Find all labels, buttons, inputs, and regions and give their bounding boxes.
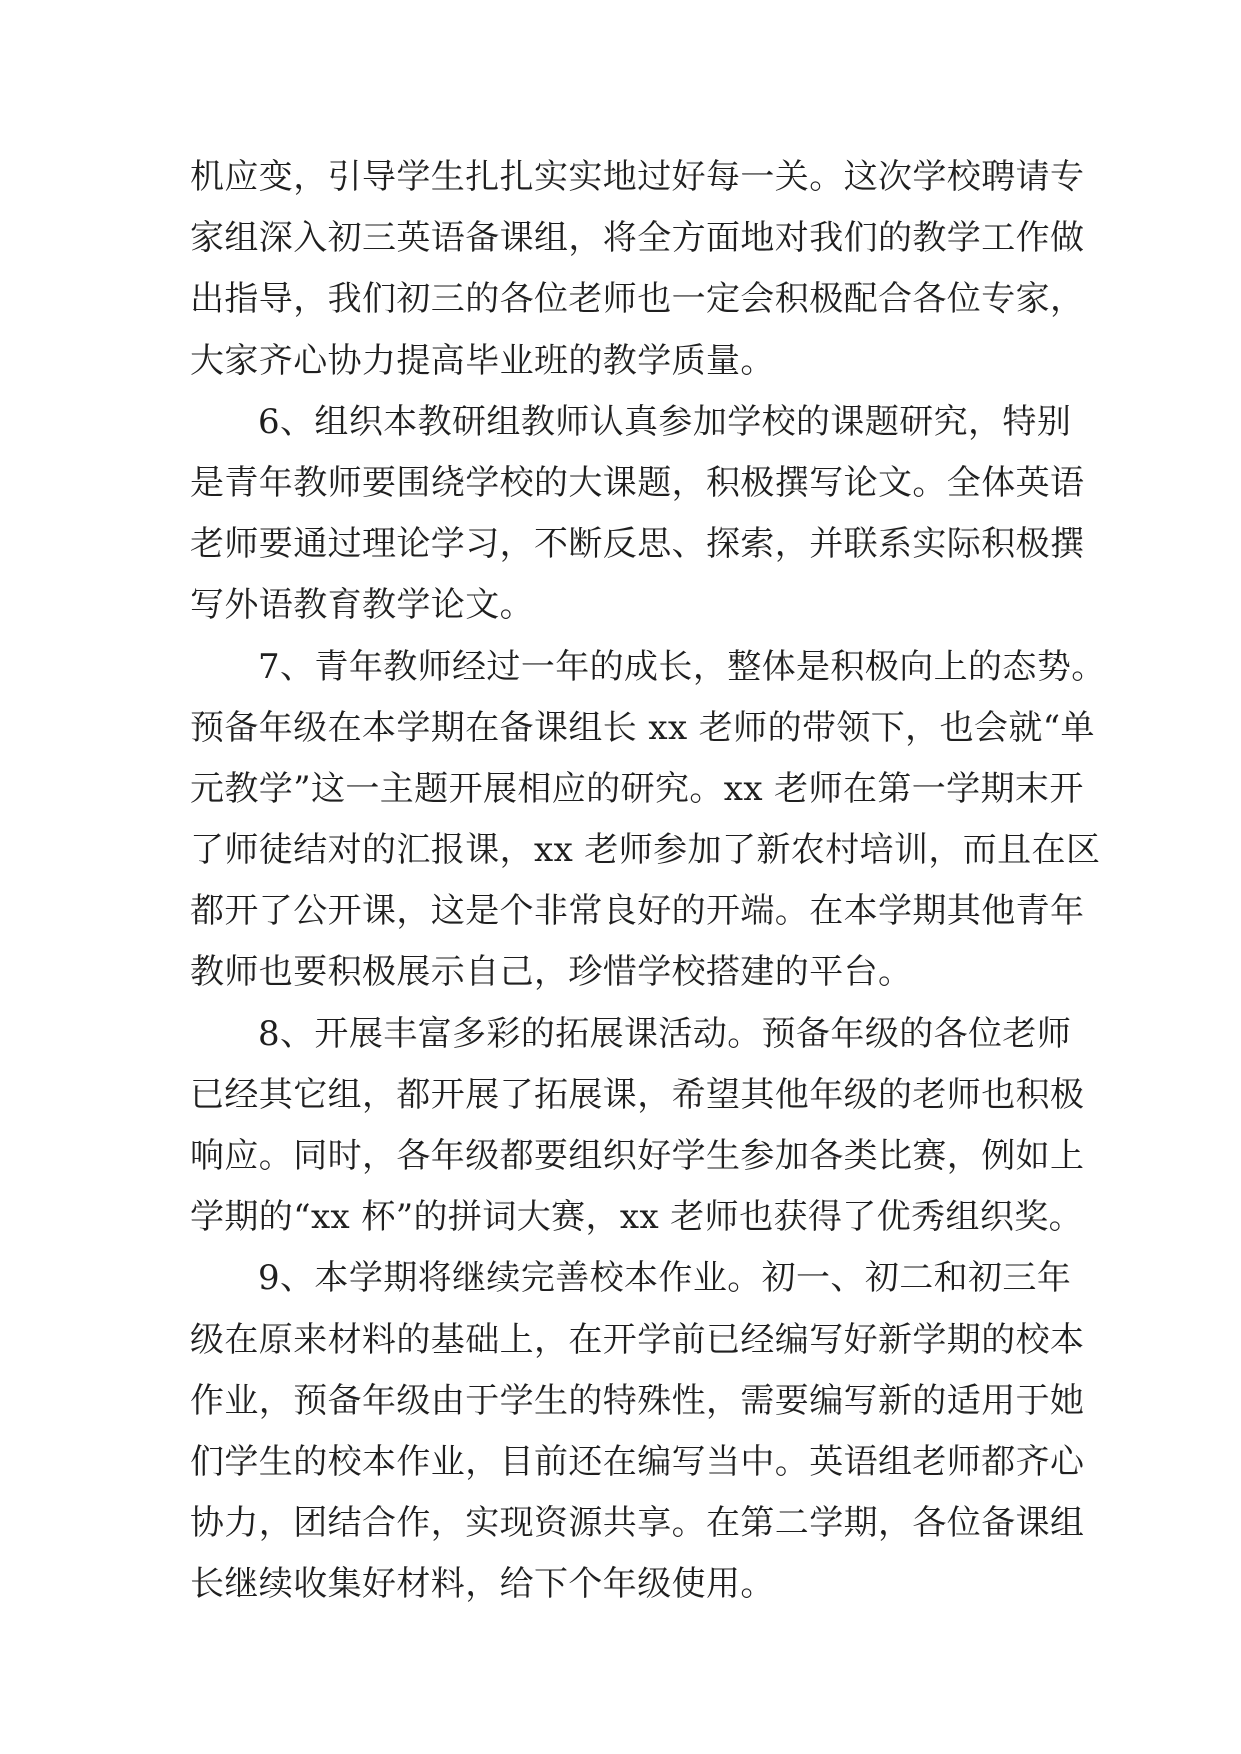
text-line: 大家齐心协力提高毕业班的教学质量。 [190, 340, 775, 381]
text-line: 了师徒结对的汇报课，xx 老师参加了新农村培训，而且在区 [190, 830, 1101, 871]
text-line: 老师要通过理论学习，不断反思、探索，并联系实际积极撰 [190, 524, 1085, 565]
text-line: 元教学”这一主题开展相应的研究。xx 老师在第一学期末开 [190, 768, 1084, 809]
text-line: 8、开展丰富多彩的拓展课活动。预备年级的各位老师 [258, 1013, 1072, 1054]
text-line: 已经其它组，都开展了拓展课，希望其他年级的老师也积极 [190, 1074, 1085, 1115]
text-line: 是青年教师要围绕学校的大课题，积极撰写论文。全体英语 [190, 462, 1085, 503]
text-line: 们学生的校本作业，目前还在编写当中。英语组老师都齐心 [190, 1441, 1085, 1482]
text-line: 写外语教育教学论文。 [190, 585, 534, 626]
text-line: 作业，预备年级由于学生的特殊性，需要编写新的适用于她 [190, 1380, 1085, 1421]
text-line: 预备年级在本学期在备课组长 xx 老师的带领下，也会就“单 [190, 707, 1095, 748]
text-line: 协力，团结合作，实现资源共享。在第二学期，各位备课组 [190, 1503, 1085, 1544]
text-line: 级在原来材料的基础上，在开学前已经编写好新学期的校本 [190, 1319, 1085, 1360]
text-line: 家组深入初三英语备课组，将全方面地对我们的教学工作做 [190, 218, 1085, 259]
text-line: 都开了公开课，这是个非常良好的开端。在本学期其他青年 [190, 891, 1085, 932]
text-line: 长继续收集好材料，给下个年级使用。 [190, 1564, 775, 1605]
text-line: 学期的“xx 杯”的拼词大赛，xx 老师也获得了优秀组织奖。 [190, 1197, 1084, 1238]
text-line: 响应。同时，各年级都要组织好学生参加各类比赛，例如上 [190, 1136, 1085, 1176]
text-line: 出指导，我们初三的各位老师也一定会积极配合各位专家， [190, 279, 1085, 320]
text-line: 机应变，引导学生扎扎实实地过好每一关。这次学校聘请专 [190, 157, 1085, 197]
text-line: 教师也要积极展示自己，珍惜学校搭建的平台。 [190, 952, 913, 993]
text-line: 9、本学期将继续完善校本作业。初一、初二和初三年 [258, 1258, 1072, 1299]
body-text [190, 147, 1106, 1616]
text-line: 7、青年教师经过一年的成长，整体是积极向上的态势。 [258, 646, 1106, 687]
text-line: 6、组织本教研组教师认真参加学校的课题研究，特别 [258, 401, 1072, 442]
